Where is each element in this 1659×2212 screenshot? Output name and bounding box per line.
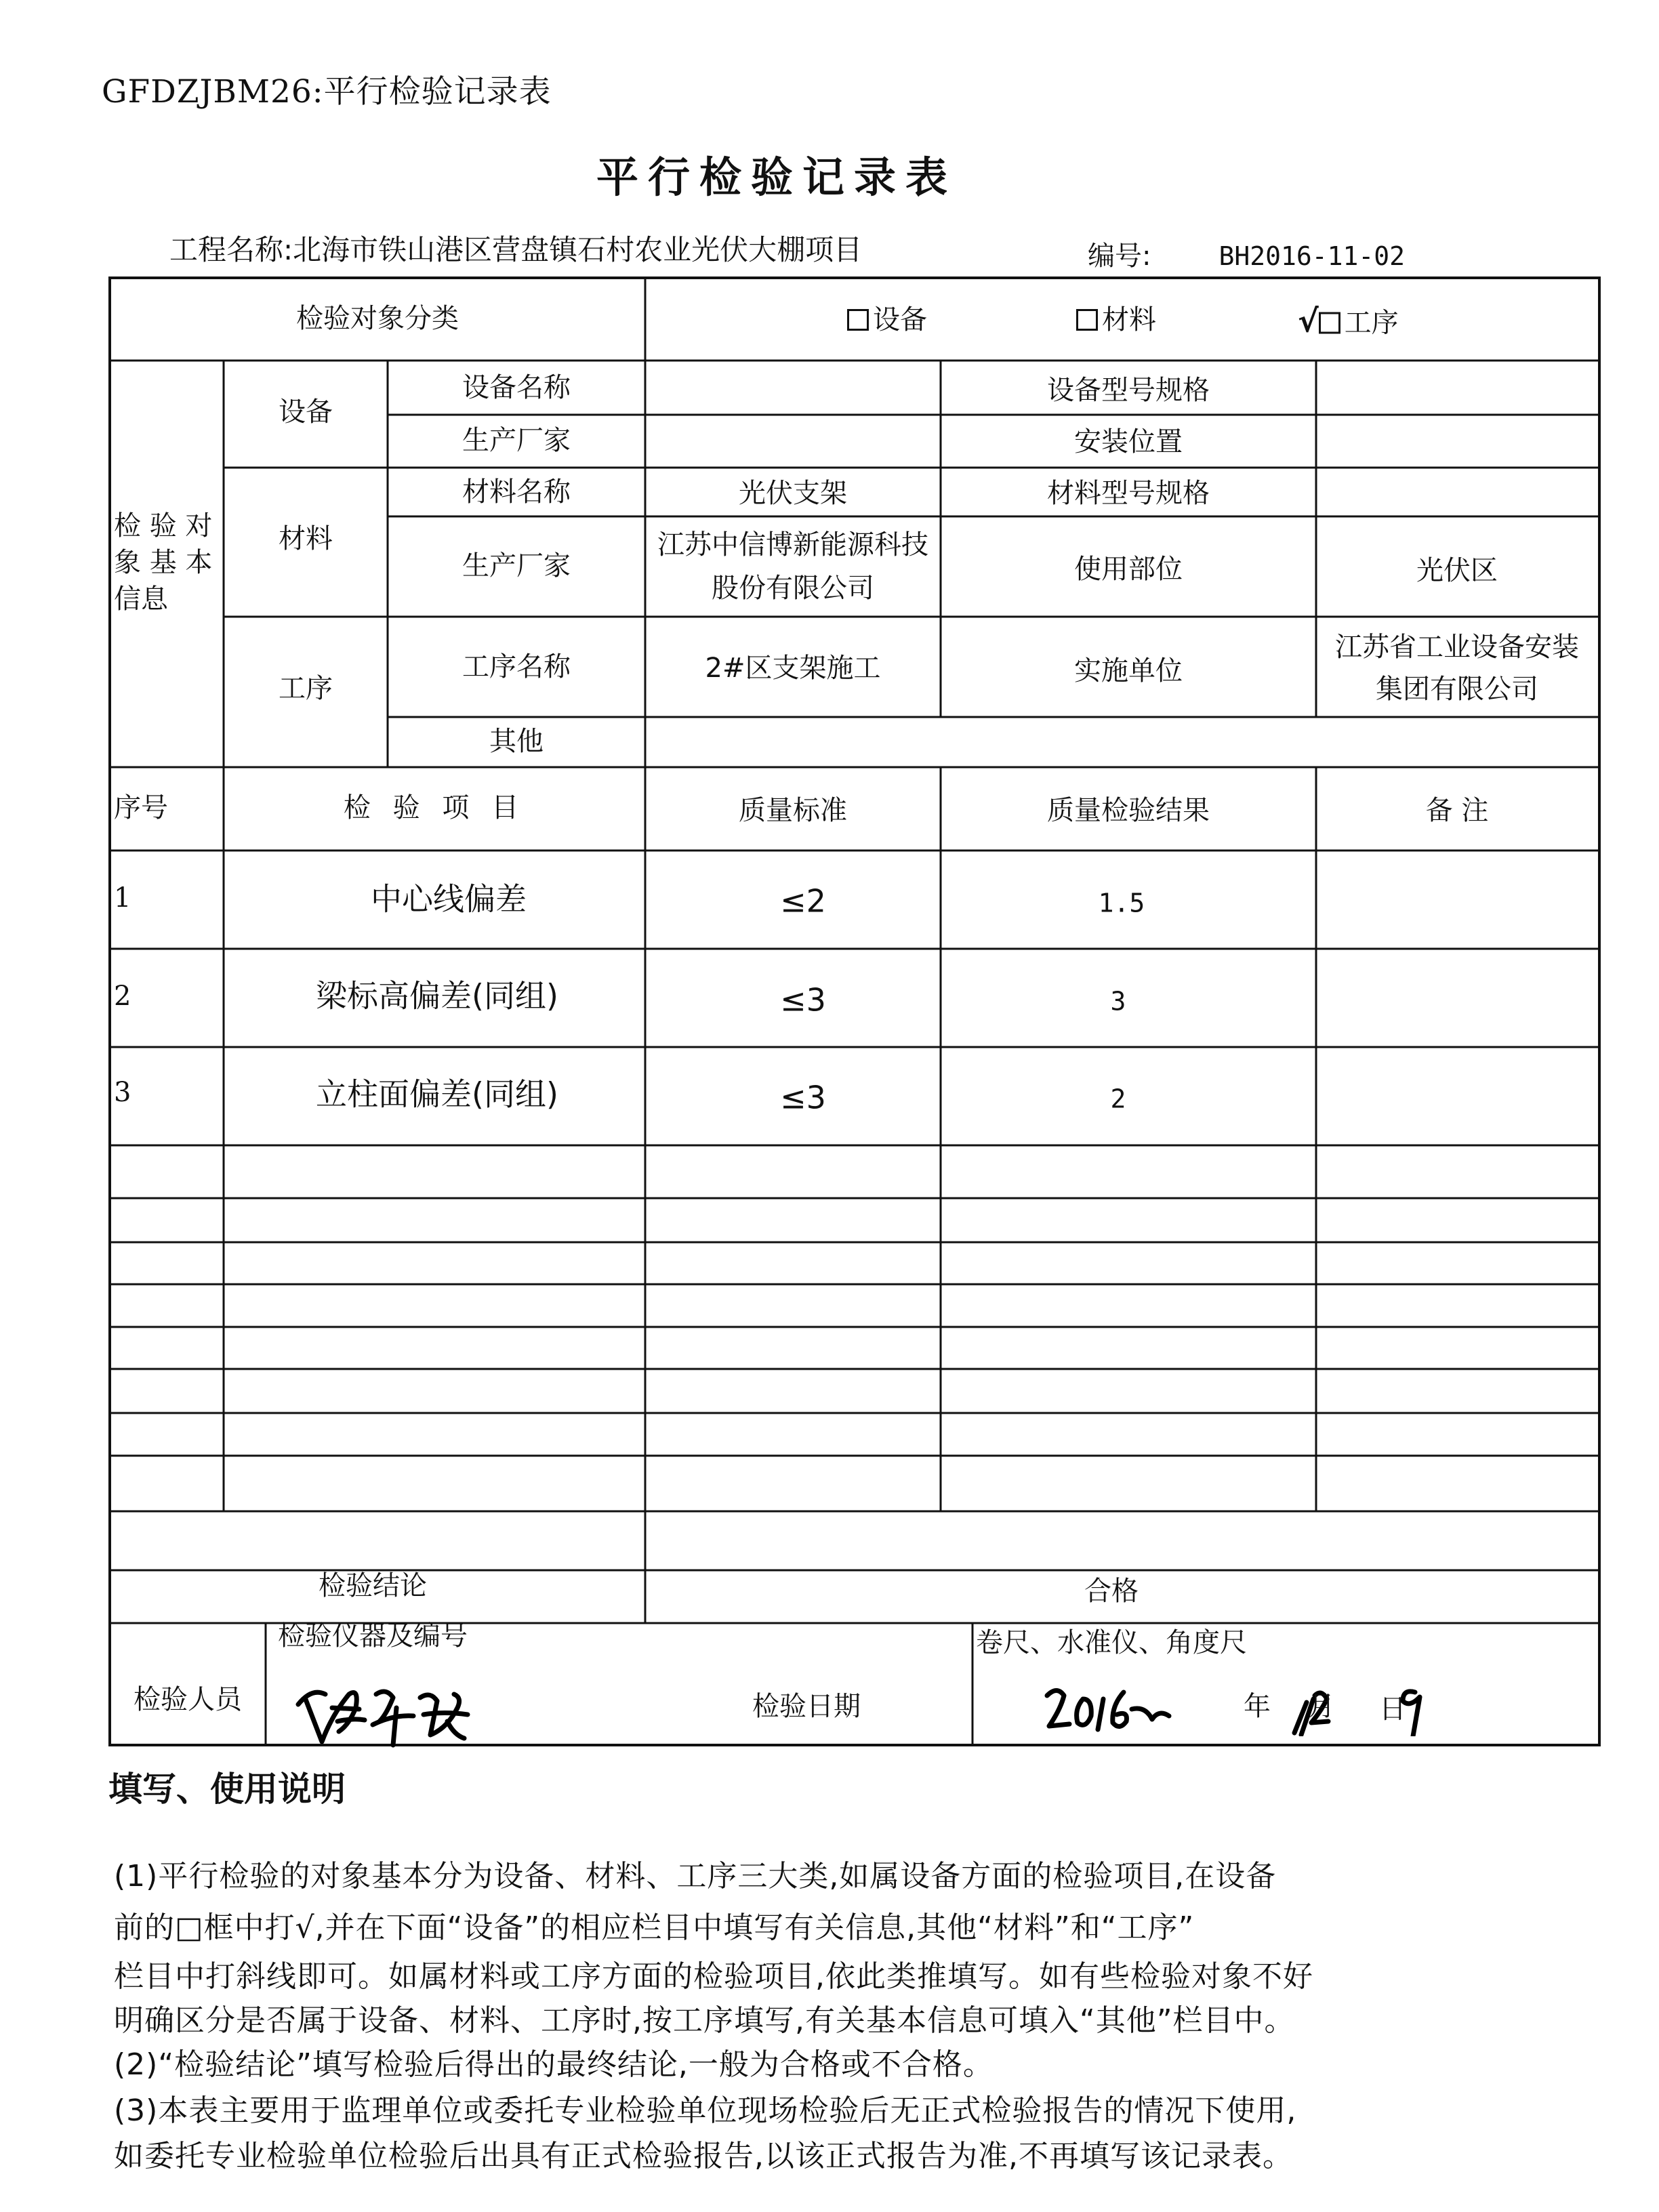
process-checkbox[interactable] — [1319, 312, 1340, 334]
date-label: 检验日期 — [752, 1691, 861, 1722]
process-unit-value: 江苏省工业设备安装 集团有限公司 — [1335, 632, 1579, 705]
instruction-line-6: (3)本表主要用于监理单位或委托专业检验单位现场检验后无正式检验报告的情况下使用, — [114, 2093, 1297, 2128]
header-result: 质量检验结果 — [1047, 795, 1210, 826]
instructions-title: 填写、使用说明 — [108, 1769, 346, 1809]
header-no: 序号 — [114, 792, 168, 823]
category-option-equipment[interactable]: 设备 — [847, 300, 927, 340]
header-item: 检 验 项 目 — [343, 792, 526, 823]
row-3-item: 立柱面偏差(同组) — [316, 1076, 558, 1113]
row-1-result: 1.5 — [1098, 888, 1145, 918]
project-label: 工程名称: — [169, 233, 293, 266]
date-day-suffix: 日 — [1379, 1694, 1406, 1725]
header-remark: 备 注 — [1425, 795, 1489, 826]
category-option-process[interactable]: √ 工序 — [1298, 302, 1399, 340]
instruments-value: 卷尺、水准仪、角度尺 — [976, 1627, 1247, 1658]
process-label: 工序 — [279, 673, 333, 704]
equipment-maker-label: 生产厂家 — [462, 425, 571, 456]
row-3-standard: ≤3 — [780, 1079, 826, 1116]
instruction-line-5: (2)“检验结论”填写检验后得出的最终结论,一般为合格或不合格。 — [114, 2047, 994, 2082]
document-title: 平行检验记录表 — [596, 152, 958, 202]
material-name-label: 材料名称 — [462, 476, 571, 508]
row-1-item: 中心线偏差 — [371, 880, 527, 918]
process-name-value: 2#区支架施工 — [705, 653, 881, 684]
form-code: GFDZJBM26:平行检验记录表 — [102, 73, 552, 110]
row-2-item: 梁标高偏差(同组) — [316, 977, 558, 1015]
material-usage-value: 光伏区 — [1416, 555, 1498, 586]
instruction-line-2: 前的□框中打√,并在下面“设备”的相应栏目中填写有关信息,其他“材料”和“工序” — [114, 1910, 1195, 1945]
other-label: 其他 — [489, 726, 544, 757]
material-maker-label: 生产厂家 — [462, 550, 571, 581]
inspector-signature — [285, 1667, 488, 1748]
instruction-line-1: (1)平行检验的对象基本分为设备、材料、工序三大类,如属设备方面的检验项目,在设备 — [114, 1859, 1277, 1893]
handwritten-date-strokes — [1044, 1668, 1504, 1736]
inspector-label: 检验人员 — [134, 1684, 242, 1715]
process-name-label: 工序名称 — [462, 651, 571, 682]
date-month-suffix: 月 — [1308, 1691, 1335, 1722]
material-model-label: 材料型号规格 — [1047, 478, 1210, 509]
conclusion-label: 检验结论 — [319, 1570, 427, 1601]
category-option-material[interactable]: 材料 — [1076, 300, 1156, 340]
row-1-standard: ≤2 — [780, 882, 826, 920]
material-checkbox[interactable] — [1076, 309, 1098, 331]
material-usage-label: 使用部位 — [1074, 554, 1183, 585]
row-2-standard: ≤3 — [780, 981, 826, 1019]
row-2-result: 3 — [1110, 986, 1126, 1017]
conclusion-value: 合格 — [1084, 1576, 1139, 1607]
equipment-name-label: 设备名称 — [462, 372, 571, 403]
row-3-result: 2 — [1110, 1084, 1126, 1114]
project-name: 北海市铁山港区营盘镇石村农业光伏大棚项目 — [293, 233, 863, 266]
row-1-no: 1 — [114, 882, 131, 914]
category-label: 检验对象分类 — [296, 303, 459, 334]
header-standard: 质量标准 — [739, 795, 847, 826]
material-label: 材料 — [279, 523, 333, 554]
instruction-line-7: 如委托专业检验单位检验后出具有正式检验报告,以该正式报告为准,不再填写该记录表。 — [114, 2139, 1293, 2173]
material-maker-value: 江苏中信博新能源科技 股份有限公司 — [657, 529, 928, 604]
date-handwritten — [1044, 1668, 1504, 1739]
equipment-checkbox[interactable] — [847, 309, 869, 331]
material-name-value: 光伏支架 — [739, 478, 847, 509]
row-2-no: 2 — [114, 981, 131, 1012]
number-value: BH2016-11-02 — [1218, 241, 1406, 271]
check-mark-icon: √ — [1298, 302, 1319, 340]
instruments-label: 检验仪器及编号 — [278, 1620, 468, 1652]
process-unit-label: 实施单位 — [1074, 655, 1183, 687]
equipment-location-label: 安装位置 — [1074, 426, 1183, 457]
number-label: 编号: — [1088, 241, 1151, 272]
row-3-no: 3 — [114, 1077, 131, 1108]
equipment-label: 设备 — [279, 396, 333, 428]
instruction-line-4: 明确区分是否属于设备、材料、工序时,按工序填写,有关基本信息可填入“其他”栏目中。 — [114, 2003, 1295, 2038]
basic-info-label: 检 验 对 象 基 本 信息 — [114, 510, 213, 615]
equipment-model-label: 设备型号规格 — [1047, 375, 1210, 406]
instruction-line-3: 栏目中打斜线即可。如属材料或工序方面的检验项目,依此类推填写。如有些检验对象不好 — [114, 1959, 1313, 1994]
date-year-suffix: 年 — [1244, 1691, 1271, 1722]
